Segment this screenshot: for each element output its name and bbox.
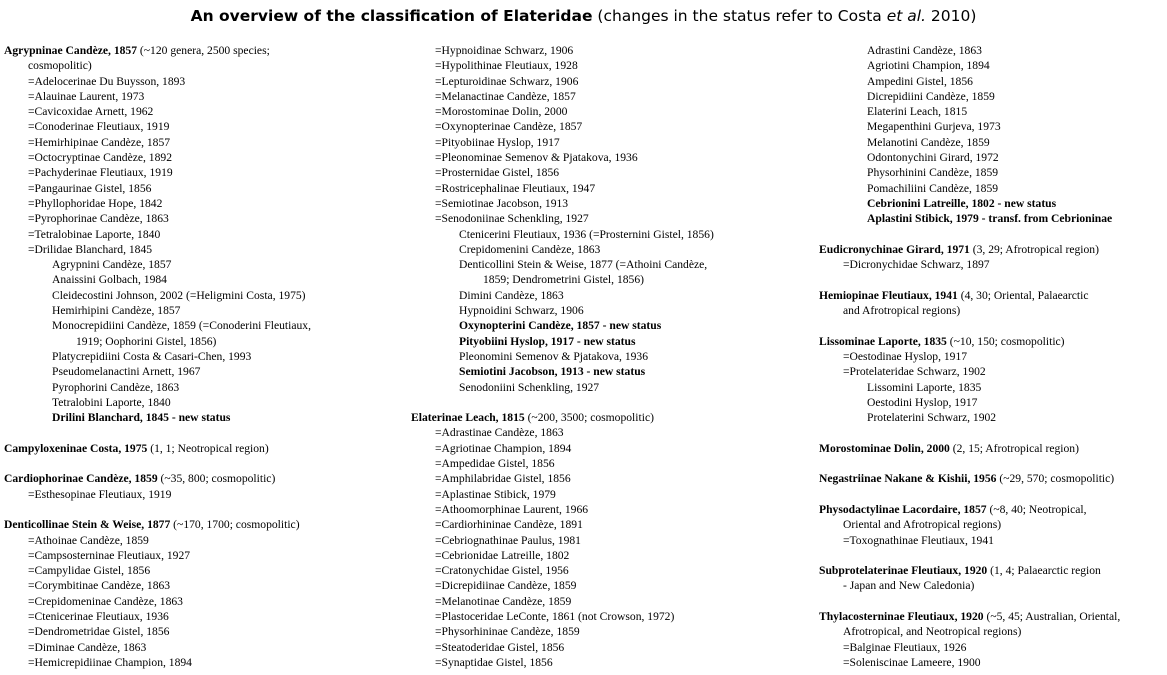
taxon-line (411, 288, 811, 303)
taxon-text: =Plastoceridae LeConte, 1861 (not Crowson, 1972) (435, 609, 675, 623)
taxon-text: Hypnoidini Schwarz, 1906 (459, 304, 584, 318)
title-main: An overview of the classification of Elateridae (190, 7, 593, 25)
taxon-text: =Melanactinae Candèze, 1857 (435, 89, 576, 103)
taxon-line (819, 380, 1165, 395)
taxon-line (819, 364, 1165, 379)
taxon-text: =Cardiorhininae Candèze, 1891 (435, 518, 583, 532)
taxon-text: (2, 15; Afrotropical region) (949, 441, 1079, 455)
taxon-line (819, 578, 1165, 593)
taxon-line (4, 349, 404, 364)
taxon-text: Cleidecostini Johnson, 2002 (=Heligmini Costa, 1975) (52, 288, 306, 302)
taxon-text: =Senodoniinae Schenkling, 1927 (435, 212, 589, 226)
taxon-text: =Conoderinae Fleutiaux, 1919 (28, 120, 170, 134)
taxon-line (411, 58, 811, 73)
taxon-heading (819, 502, 1165, 517)
taxon-line (411, 517, 811, 532)
taxon-text: (~29, 570; cosmopolitic) (996, 472, 1115, 486)
taxon-text: (~5, 45; Australian, Oriental, (983, 609, 1121, 623)
taxon-line (819, 58, 1165, 73)
taxon-text: =Octocryptinae Candèze, 1892 (28, 151, 172, 165)
column-2 (411, 43, 811, 670)
taxon-line (819, 89, 1165, 104)
taxon-line (819, 119, 1165, 134)
taxon-text: Physorhinini Candèze, 1859 (867, 166, 999, 180)
taxon-heading (4, 43, 404, 58)
taxon-line (411, 181, 811, 196)
taxon-text: =Amphilabridae Gistel, 1856 (435, 472, 571, 486)
taxon-name-bold: Lissominae Laporte, 1835 (819, 334, 947, 348)
spacer (411, 395, 811, 410)
taxon-text: 1919; Oophorini Gistel, 1856) (76, 334, 217, 348)
taxon-line (819, 624, 1165, 639)
taxon-line (4, 272, 404, 287)
taxon-line (4, 257, 404, 272)
taxon-text: Ampedini Gistel, 1856 (867, 74, 973, 88)
spacer (4, 456, 404, 471)
taxon-name-bold: Semiotini Jacobson, 1913 - new status (459, 365, 646, 379)
taxon-line (819, 181, 1165, 196)
taxon-name-bold: Physodactylinae Lacordaire, 1857 (819, 502, 987, 516)
taxon-line (4, 548, 404, 563)
taxon-text: (~10, 150; cosmopolitic) (946, 334, 1065, 348)
taxon-text: (~200, 3500; cosmopolitic) (524, 411, 654, 425)
taxon-line (411, 257, 811, 272)
taxon-text: =Cratonychidae Gistel, 1956 (435, 564, 569, 578)
taxon-text: Pyrophorini Candèze, 1863 (52, 380, 180, 394)
taxon-name-bold: Oxynopterini Candèze, 1857 - new status (459, 319, 662, 333)
taxon-text: =Campylidae Gistel, 1856 (28, 564, 151, 578)
taxon-text: =Pyrophorinae Candèze, 1863 (28, 212, 169, 226)
taxon-line (819, 640, 1165, 655)
taxon-heading (4, 471, 404, 486)
taxon-name-bold: Elaterinae Leach, 1815 (411, 411, 525, 425)
taxon-line (411, 104, 811, 119)
taxon-text: =Pleonominae Semenov & Pjatakova, 1936 (435, 151, 638, 165)
spacer (4, 502, 404, 517)
taxon-line (4, 227, 404, 242)
page-title (0, 7, 1167, 25)
taxon-text: Protelaterini Schwarz, 1902 (867, 411, 997, 425)
taxon-heading (819, 334, 1165, 349)
taxon-text: Lissomini Laporte, 1835 (867, 380, 982, 394)
taxon-line (819, 74, 1165, 89)
taxon-line (411, 563, 811, 578)
taxon-line (411, 89, 811, 104)
taxon-line (4, 487, 404, 502)
taxon-line (4, 380, 404, 395)
taxon-line (411, 609, 811, 624)
taxon-text: =Crepidomeninae Candèze, 1863 (28, 594, 183, 608)
taxon-line (411, 43, 811, 58)
taxon-line (4, 104, 404, 119)
taxon-line (819, 196, 1165, 211)
taxon-line (411, 196, 811, 211)
taxon-line (4, 609, 404, 624)
taxon-text: =Cebriognathinae Paulus, 1981 (435, 533, 581, 547)
taxon-text: Anaissini Golbach, 1984 (52, 273, 167, 287)
taxon-name-bold: Subprotelaterinae Fleutiaux, 1920 (819, 564, 988, 578)
taxon-line (819, 655, 1165, 670)
taxon-line (411, 624, 811, 639)
taxon-line (411, 502, 811, 517)
taxon-line (4, 150, 404, 165)
taxon-line (819, 104, 1165, 119)
taxon-line (819, 211, 1165, 226)
taxon-text: =Alauinae Laurent, 1973 (28, 89, 145, 103)
title-note-post: 2010) (925, 7, 977, 25)
taxon-line (4, 165, 404, 180)
taxon-heading (819, 242, 1165, 257)
taxon-name-bold: Denticollinae Stein & Weise, 1877 (4, 518, 171, 532)
taxon-line (4, 181, 404, 196)
taxon-text: Agriotini Champion, 1894 (867, 59, 990, 73)
taxon-line (819, 533, 1165, 548)
taxon-text: =Pachyderinae Fleutiaux, 1919 (28, 166, 173, 180)
taxon-line (4, 410, 404, 425)
taxon-text: =Hemicrepidiinae Champion, 1894 (28, 655, 192, 669)
taxon-name-bold: Cardiophorinae Candèze, 1859 (4, 472, 158, 486)
taxon-name-bold: Eudicronychinae Girard, 1971 (819, 242, 970, 256)
taxon-text: =Diminae Candèze, 1863 (28, 640, 147, 654)
taxon-line (819, 410, 1165, 425)
taxon-name-bold: Thylacosterninae Fleutiaux, 1920 (819, 609, 984, 623)
taxon-line (411, 303, 811, 318)
taxon-text: Elaterini Leach, 1815 (867, 105, 968, 119)
taxon-line (819, 517, 1165, 532)
taxon-text: Dimini Candèze, 1863 (459, 288, 564, 302)
taxon-line (411, 74, 811, 89)
taxon-text: Afrotropical, and Neotropical regions) (843, 625, 1022, 639)
taxon-text: Monocrepidiini Candèze, 1859 (=Conoderini Fleutiaux, (52, 319, 311, 333)
taxon-text: =Drilidae Blanchard, 1845 (28, 242, 153, 256)
taxon-text: Denticollini Stein & Weise, 1877 (=Athoini Candèze, (459, 258, 708, 272)
taxon-line (4, 655, 404, 670)
taxon-line (819, 395, 1165, 410)
taxon-line (4, 74, 404, 89)
taxon-line (4, 395, 404, 410)
taxon-line (4, 624, 404, 639)
taxon-name-bold: Morostominae Dolin, 2000 (819, 441, 950, 455)
taxon-line (819, 43, 1165, 58)
taxon-text: Ctenicerini Fleutiaux, 1936 (=Prosternini Gistel, 1856) (459, 227, 714, 241)
taxon-text: (~120 genera, 2500 species; (137, 44, 270, 57)
taxon-line (819, 165, 1165, 180)
taxon-text: =Lepturoidinae Schwarz, 1906 (435, 74, 579, 88)
taxon-text: Pseudomelanactini Arnett, 1967 (52, 365, 201, 379)
taxon-line (411, 334, 811, 349)
taxon-text: =Melanotinae Candèze, 1859 (435, 594, 572, 608)
taxon-text: =Hypolithinae Fleutiaux, 1928 (435, 59, 578, 73)
taxon-text: 1859; Dendrometrini Gistel, 1856) (483, 273, 644, 287)
taxon-line (4, 594, 404, 609)
taxon-text: =Hemirhipinae Candèze, 1857 (28, 135, 171, 149)
taxon-line (411, 364, 811, 379)
taxon-text: =Aplastinae Stibick, 1979 (435, 487, 556, 501)
taxon-text: =Prosternidae Gistel, 1856 (435, 166, 560, 180)
taxon-name-bold: Aplastini Stibick, 1979 - transf. from Cebrioninae (867, 212, 1113, 226)
title-note-italic: et al. (886, 7, 926, 25)
taxon-text: =Esthesopinae Fleutiaux, 1919 (28, 487, 172, 501)
spacer (819, 425, 1165, 440)
taxon-line (4, 563, 404, 578)
taxon-heading (411, 410, 811, 425)
taxon-line (4, 242, 404, 257)
taxon-line (411, 456, 811, 471)
taxon-name-bold: Hemiopinae Fleutiaux, 1941 (819, 288, 958, 302)
taxon-text: =Pityobiinae Hyslop, 1917 (435, 135, 560, 149)
taxon-line (411, 380, 811, 395)
taxon-text: =Cebrionidae Latreille, 1802 (435, 548, 570, 562)
taxon-text: =Toxognathinae Fleutiaux, 1941 (843, 533, 994, 547)
taxon-line (411, 487, 811, 502)
taxon-text: =Morostominae Dolin, 2000 (435, 105, 568, 119)
taxon-line (819, 135, 1165, 150)
taxon-text: =Rostricephalinae Fleutiaux, 1947 (435, 181, 596, 195)
taxon-heading (819, 563, 1165, 578)
taxon-text: (3, 29; Afrotropical region) (969, 242, 1099, 256)
spacer (819, 272, 1165, 287)
taxon-text: Pleonomini Semenov & Pjatakova, 1936 (459, 349, 649, 363)
taxon-text: =Hypnoidinae Schwarz, 1906 (435, 44, 574, 57)
taxon-text: =Oxynopterinae Candèze, 1857 (435, 120, 583, 134)
title-note-pre: (changes in the status refer to Costa (592, 7, 887, 25)
taxon-line (4, 533, 404, 548)
taxon-text: =Agriotinae Champion, 1894 (435, 441, 572, 455)
column-1 (4, 43, 404, 670)
taxon-text: =Tetralobinae Laporte, 1840 (28, 227, 161, 241)
taxon-line (411, 594, 811, 609)
taxon-name-bold: Pityobiini Hyslop, 1917 - new status (459, 334, 636, 348)
taxon-line (411, 441, 811, 456)
taxon-name-bold: Agrypninae Candèze, 1857 (4, 44, 138, 57)
taxon-line (4, 288, 404, 303)
taxon-text: Platycrepidiini Costa & Casari-Chen, 1993 (52, 349, 252, 363)
spacer (4, 425, 404, 440)
taxon-text: =Pangaurinae Gistel, 1856 (28, 181, 152, 195)
taxon-line (411, 533, 811, 548)
taxon-text: Oriental and Afrotropical regions) (843, 518, 1002, 532)
spacer (819, 548, 1165, 563)
taxon-text: (~170, 1700; cosmopolitic) (170, 518, 300, 532)
taxon-text: Oestodini Hyslop, 1917 (867, 395, 978, 409)
taxon-text: Melanotini Candèze, 1859 (867, 135, 990, 149)
taxon-text: =Ctenicerinae Fleutiaux, 1936 (28, 609, 169, 623)
taxon-text: (4, 30; Oriental, Palaearctic (957, 288, 1089, 302)
taxon-line (411, 272, 811, 287)
taxon-line (4, 119, 404, 134)
taxon-line (411, 119, 811, 134)
taxon-line (819, 257, 1165, 272)
spacer (819, 487, 1165, 502)
taxon-text: (~35, 800; cosmopolitic) (157, 472, 276, 486)
taxon-text: Senodoniini Schenkling, 1927 (459, 380, 600, 394)
taxon-text: (1, 1; Neotropical region) (147, 441, 269, 455)
taxon-line (411, 578, 811, 593)
taxon-line (411, 640, 811, 655)
taxon-text: =Adelocerinae Du Buysson, 1893 (28, 74, 186, 88)
taxon-text: Odontonychini Girard, 1972 (867, 151, 999, 165)
taxon-text: =Phyllophoridae Hope, 1842 (28, 196, 163, 210)
taxon-text: =Protelateridae Schwarz, 1902 (843, 365, 986, 379)
taxon-line (411, 318, 811, 333)
taxon-text: =Campsosterninae Fleutiaux, 1927 (28, 548, 191, 562)
taxon-text: =Corymbitinae Candèze, 1863 (28, 579, 171, 593)
taxon-line (4, 135, 404, 150)
taxon-line (411, 165, 811, 180)
taxon-heading (819, 288, 1165, 303)
taxon-text: Hemirhipini Candèze, 1857 (52, 304, 181, 318)
spacer (819, 227, 1165, 242)
taxon-text: =Adrastinae Candèze, 1863 (435, 426, 564, 440)
taxon-text: cosmopolitic) (28, 59, 92, 73)
taxon-line (4, 364, 404, 379)
taxon-name-bold: Campyloxeninae Costa, 1975 (4, 441, 148, 455)
taxon-text: =Dendrometridae Gistel, 1856 (28, 625, 170, 639)
taxon-line (411, 548, 811, 563)
taxon-line (819, 303, 1165, 318)
spacer (819, 318, 1165, 333)
column-3 (819, 43, 1165, 670)
taxon-line (4, 303, 404, 318)
taxon-text: =Semiotinae Jacobson, 1913 (435, 196, 569, 210)
taxon-line (411, 242, 811, 257)
taxon-text: (1, 4; Palaearctic region (987, 564, 1101, 578)
taxon-line (411, 150, 811, 165)
taxon-heading (4, 441, 404, 456)
taxon-line (411, 425, 811, 440)
taxon-heading (4, 517, 404, 532)
taxon-text: =Ampedidae Gistel, 1856 (435, 457, 555, 471)
taxon-text: =Dicronychidae Schwarz, 1897 (843, 258, 990, 272)
taxon-line (4, 334, 404, 349)
taxon-text: - Japan and New Caledonia) (843, 579, 975, 593)
taxon-text: Dicrepidiini Candèze, 1859 (867, 89, 995, 103)
taxon-line (411, 655, 811, 670)
taxon-text: Agrypnini Candèze, 1857 (52, 258, 172, 272)
taxon-line (411, 471, 811, 486)
taxon-text: Megapenthini Gurjeva, 1973 (867, 120, 1001, 134)
taxon-heading (819, 609, 1165, 624)
taxon-text: (~8, 40; Neotropical, (986, 502, 1087, 516)
taxon-line (819, 349, 1165, 364)
taxon-heading (819, 471, 1165, 486)
taxon-line (4, 58, 404, 73)
taxon-text: =Cavicoxidae Arnett, 1962 (28, 105, 154, 119)
taxon-line (819, 150, 1165, 165)
taxon-line (4, 640, 404, 655)
taxon-line (4, 211, 404, 226)
taxon-text: =Athoinae Candèze, 1859 (28, 533, 149, 547)
taxon-text: Tetralobini Laporte, 1840 (52, 395, 171, 409)
taxon-name-bold: Drilini Blanchard, 1845 - new status (52, 411, 231, 425)
taxon-text: =Balginae Fleutiaux, 1926 (843, 640, 967, 654)
taxon-text: =Soleniscinae Lameere, 1900 (843, 655, 981, 669)
taxon-text: =Oestodinae Hyslop, 1917 (843, 349, 968, 363)
taxon-text: =Physorhininae Candèze, 1859 (435, 625, 580, 639)
taxon-line (4, 318, 404, 333)
taxon-text: Crepidomenini Candèze, 1863 (459, 242, 601, 256)
taxon-text: and Afrotropical regions) (843, 304, 961, 318)
spacer (819, 456, 1165, 471)
taxon-line (411, 349, 811, 364)
spacer (819, 594, 1165, 609)
taxon-name-bold: Negastriinae Nakane & Kishii, 1956 (819, 472, 997, 486)
taxon-line (411, 227, 811, 242)
taxon-line (4, 196, 404, 211)
taxon-text: =Dicrepidiinae Candèze, 1859 (435, 579, 577, 593)
taxon-text: =Athoomorphinae Laurent, 1966 (435, 502, 589, 516)
taxon-text: =Synaptidae Gistel, 1856 (435, 655, 553, 669)
taxon-name-bold: Cebrionini Latreille, 1802 - new status (867, 196, 1057, 210)
taxon-heading (819, 441, 1165, 456)
taxon-line (411, 211, 811, 226)
taxon-line (4, 89, 404, 104)
taxon-text: Pomachiliini Candèze, 1859 (867, 181, 999, 195)
taxon-text: =Steatoderidae Gistel, 1856 (435, 640, 565, 654)
taxon-line (4, 578, 404, 593)
taxon-line (411, 135, 811, 150)
taxon-text: Adrastini Candèze, 1863 (867, 44, 982, 57)
